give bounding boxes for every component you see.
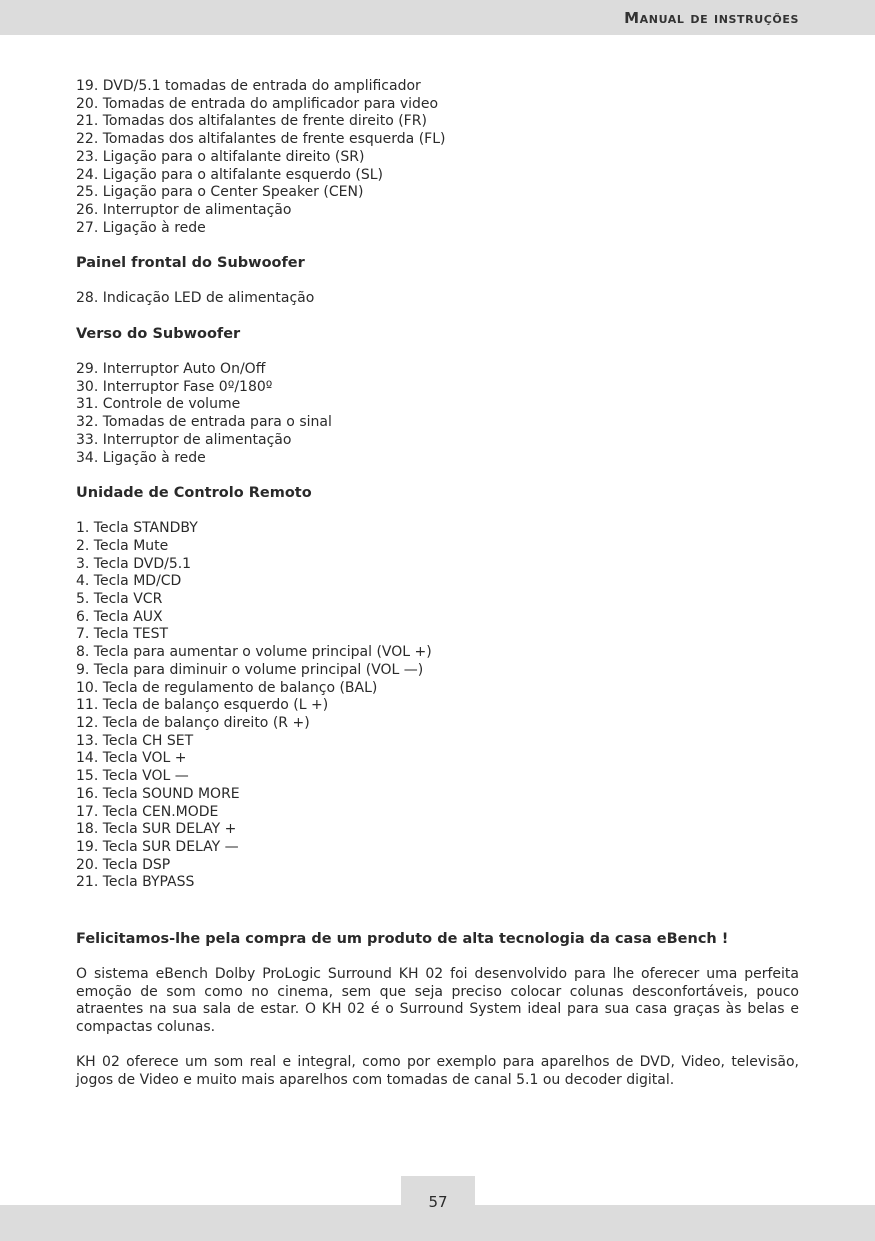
- list-item: 9. Tecla para diminuir o volume principal (VOL —): [76, 661, 424, 678]
- list-item: 33. Interruptor de alimentação: [76, 431, 292, 448]
- list-item: 16. Tecla SOUND MORE: [76, 785, 240, 802]
- list-item: 17. Tecla CEN.MODE: [76, 803, 219, 820]
- page-header-title: Manual de instruções: [624, 9, 799, 27]
- list-item: 1. Tecla STANDBY: [76, 520, 198, 537]
- list-item: 15. Tecla VOL —: [76, 768, 189, 785]
- list-item: 30. Interruptor Fase 0º/180º: [76, 378, 273, 395]
- list-item: 14. Tecla VOL +: [76, 750, 187, 767]
- subwoofer-front-title: Painel frontal do Subwoofer: [76, 255, 305, 272]
- subwoofer-back-title: Verso do Subwoofer: [76, 326, 241, 343]
- list-item: 29. Interruptor Auto On/Off: [76, 361, 266, 378]
- list-item: 2. Tecla Mute: [76, 537, 169, 554]
- remote-control-list: [76, 520, 799, 892]
- list-item: 31. Controle de volume: [76, 396, 241, 413]
- list-item: 3. Tecla DVD/5.1: [76, 555, 192, 572]
- subwoofer-front-list: [76, 290, 799, 308]
- list-item: 34. Ligação à rede: [76, 449, 206, 466]
- list-item: 7. Tecla TEST: [76, 626, 169, 643]
- list-item: 20. Tomadas de entrada do amplificador para video: [76, 95, 439, 112]
- remote-control-title: Unidade de Controlo Remoto: [76, 485, 312, 502]
- list-item: 20. Tecla DSP: [76, 856, 171, 873]
- intro-paragraph: O sistema eBench Dolby ProLogic Surround KH 02 foi desenvolvido para lhe oferecer uma perfeita emoção de som como no cinema, sem que seja preciso colocar colunas desconfortáveis, pouco atraentes na sua sala de estar. O KH 02 é o Surround System ideal para sua casa graças às belas e compactas colunas.: [76, 966, 799, 1036]
- list-item: 27. Ligação à rede: [76, 219, 206, 236]
- page-content: [76, 78, 799, 1089]
- subwoofer-back-list: [76, 361, 799, 467]
- list-item: 22. Tomadas dos altifalantes de frente esquerda (FL): [76, 131, 446, 148]
- list-item: 28. Indicação LED de alimentação: [76, 290, 315, 307]
- list-item: 12. Tecla de balanço direito (R +): [76, 714, 310, 731]
- list-item: 21. Tecla BYPASS: [76, 874, 195, 891]
- list-item: 6. Tecla AUX: [76, 608, 163, 625]
- list-item: 23. Ligação para o altifalante direito (SR): [76, 148, 365, 165]
- congratulations-title: Felicitamos-lhe pela compra de um produto de alta tecnologia da casa eBench !: [76, 931, 729, 948]
- list-item: 21. Tomadas dos altifalantes de frente direito (FR): [76, 113, 427, 130]
- list-item: 8. Tecla para aumentar o volume principal (VOL +): [76, 644, 432, 661]
- list-item: 19. Tecla SUR DELAY —: [76, 838, 239, 855]
- amplifier-connections-list: [76, 78, 799, 237]
- list-item: 13. Tecla CH SET: [76, 732, 194, 749]
- list-item: 25. Ligação para o Center Speaker (CEN): [76, 184, 364, 201]
- features-paragraph: KH 02 oferece um som real e integral, como por exemplo para aparelhos de DVD, Video, televisão, jogos de Video e muito mais aparelhos com tomadas de canal 5.1 ou decoder digital.: [76, 1053, 799, 1088]
- list-item: 26. Interruptor de alimentação: [76, 201, 292, 218]
- list-item: 11. Tecla de balanço esquerdo (L +): [76, 697, 329, 714]
- list-item: 19. DVD/5.1 tomadas de entrada do amplificador: [76, 78, 421, 94]
- list-item: 5. Tecla VCR: [76, 591, 163, 608]
- list-item: 10. Tecla de regulamento de balanço (BAL): [76, 679, 378, 696]
- list-item: 18. Tecla SUR DELAY +: [76, 821, 237, 838]
- list-item: 24. Ligação para o altifalante esquerdo (SL): [76, 166, 383, 183]
- list-item: 4. Tecla MD/CD: [76, 573, 182, 590]
- page-number: 57: [428, 1193, 448, 1211]
- list-item: 32. Tomadas de entrada para o sinal: [76, 414, 332, 431]
